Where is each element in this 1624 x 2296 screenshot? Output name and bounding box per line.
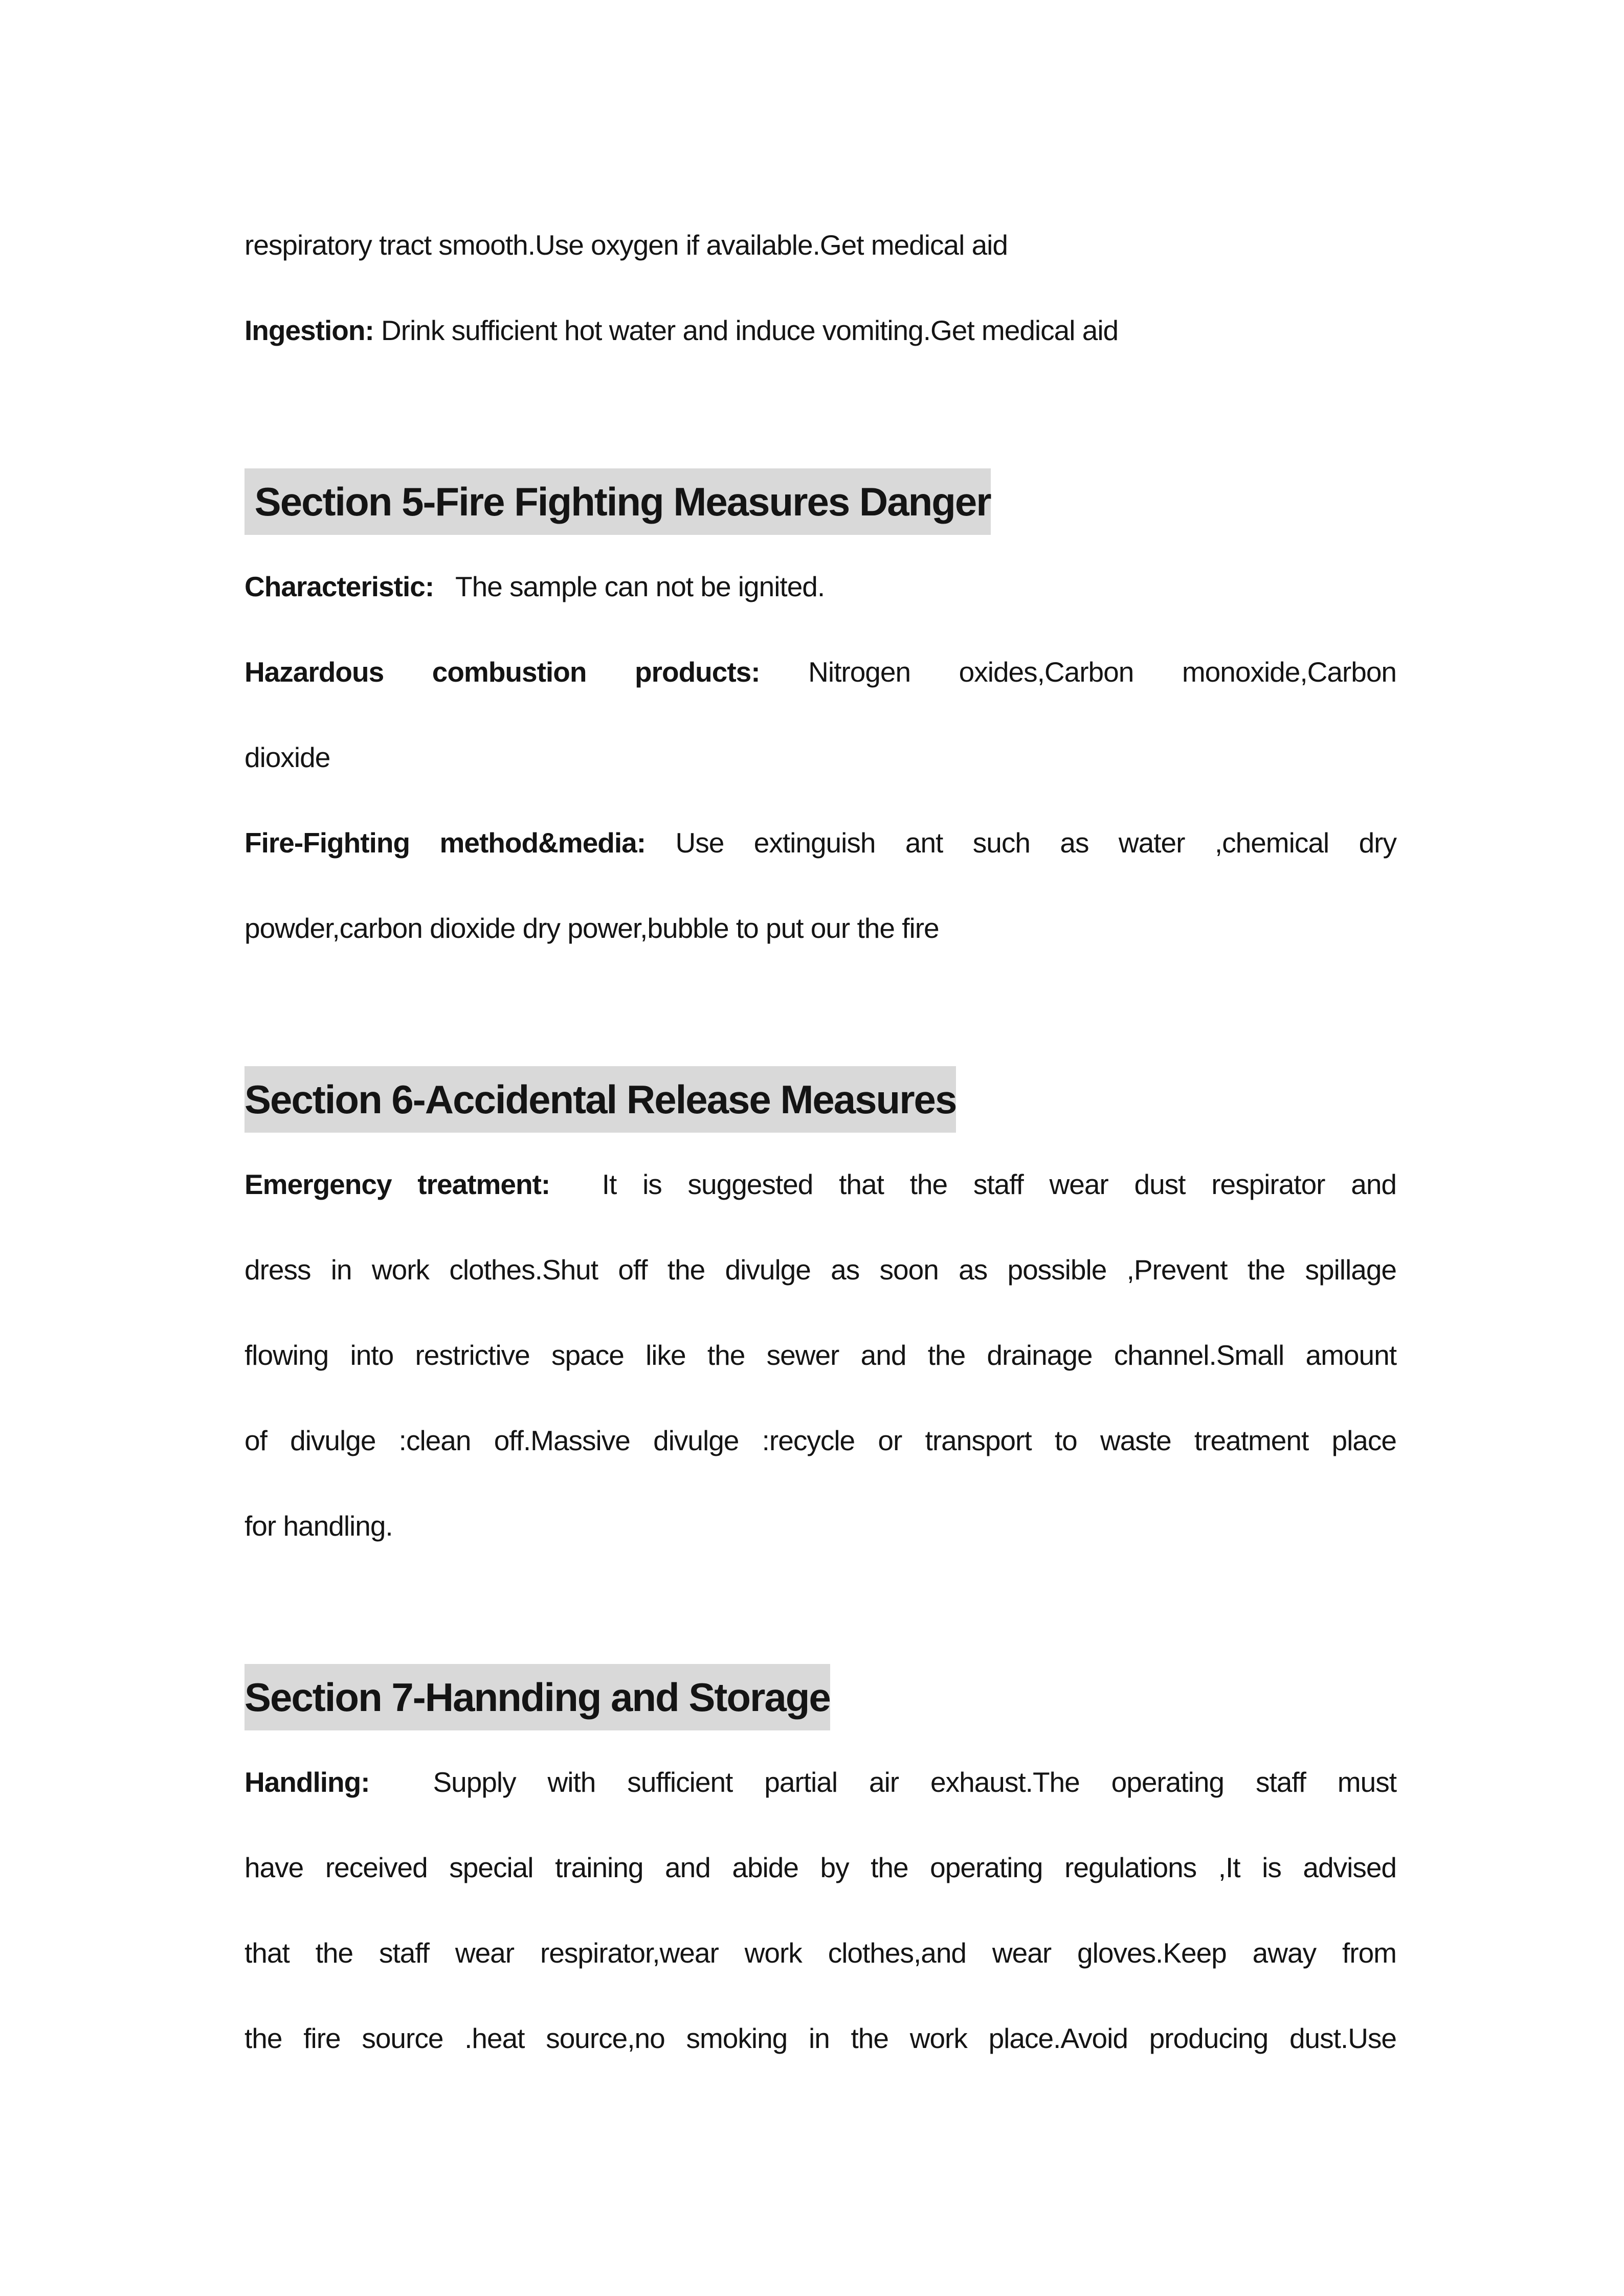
text-line (244, 715, 1396, 800)
text-line (244, 1910, 1396, 1996)
field-label: Fire-Fighting method&media: (244, 827, 646, 859)
section-header-highlight: Section 6-Accidental Release Measures (244, 1066, 956, 1133)
section-header (244, 1654, 1396, 1740)
field-label: Ingestion: (244, 314, 374, 346)
text-run: It is suggested that the staff wear dust respirator and (550, 1168, 1397, 1200)
document-body (244, 202, 1396, 2081)
field-label: Characteristic: (244, 571, 434, 602)
text-run: flowing into restrictive space like the sewer and the drainage channel.Small amount (244, 1339, 1396, 1371)
text-run: Supply with sufficient partial air exhaust.The operating staff must (369, 1766, 1396, 1798)
field-label: Emergency treatment: (244, 1168, 550, 1200)
text-line (244, 1996, 1396, 2081)
text-run: have received special training and abide by the operating regulations ,It is advised (244, 1852, 1396, 1883)
text-run: Drink sufficient hot water and induce vomiting.Get medical aid (373, 314, 1119, 346)
text-line (244, 1740, 1396, 1825)
blank-line (244, 373, 1396, 459)
text-line (244, 1142, 1396, 1227)
text-line (244, 886, 1396, 971)
section-header-highlight: Section 7-Hannding and Storage (244, 1664, 830, 1730)
text-run: powder,carbon dioxide dry power,bubble to put our the fire (244, 912, 939, 944)
field-label: Hazardous combustion products: (244, 656, 760, 688)
text-run: for handling. (244, 1510, 393, 1542)
text-run: the fire source .heat source,no smoking in the work place.Avoid producing dust.Use (244, 2022, 1396, 2054)
text-run: of divulge :clean off.Massive divulge :recycle or transport to waste treatment place (244, 1425, 1396, 1456)
section-header (244, 459, 1396, 544)
blank-line (244, 1569, 1396, 1654)
text-run: that the staff wear respirator,wear work clothes,and wear gloves.Keep away from (244, 1937, 1396, 1969)
text-line (244, 1398, 1396, 1483)
text-run: dress in work clothes.Shut off the divulge as soon as possible ,Prevent the spillage (244, 1254, 1396, 1286)
text-line (244, 202, 1396, 288)
blank-line (244, 971, 1396, 1056)
text-run: respiratory tract smooth.Use oxygen if available.Get medical aid (244, 229, 1008, 261)
text-line (244, 629, 1396, 715)
text-run: Use extinguish ant such as water ,chemical dry (646, 827, 1396, 859)
text-line (244, 1483, 1396, 1569)
text-line (244, 1825, 1396, 1910)
text-run: dioxide (244, 741, 330, 773)
text-run: The sample can not be ignited. (434, 571, 825, 602)
text-line (244, 544, 1396, 629)
section-header-highlight: Section 5-Fire Fighting Measures Danger (244, 468, 991, 535)
field-label: Handling: (244, 1766, 370, 1798)
text-line (244, 800, 1396, 886)
text-line (244, 1227, 1396, 1313)
text-line (244, 1313, 1396, 1398)
text-line (244, 288, 1396, 373)
section-header (244, 1056, 1396, 1142)
text-run: Nitrogen oxides,Carbon monoxide,Carbon (760, 656, 1397, 688)
